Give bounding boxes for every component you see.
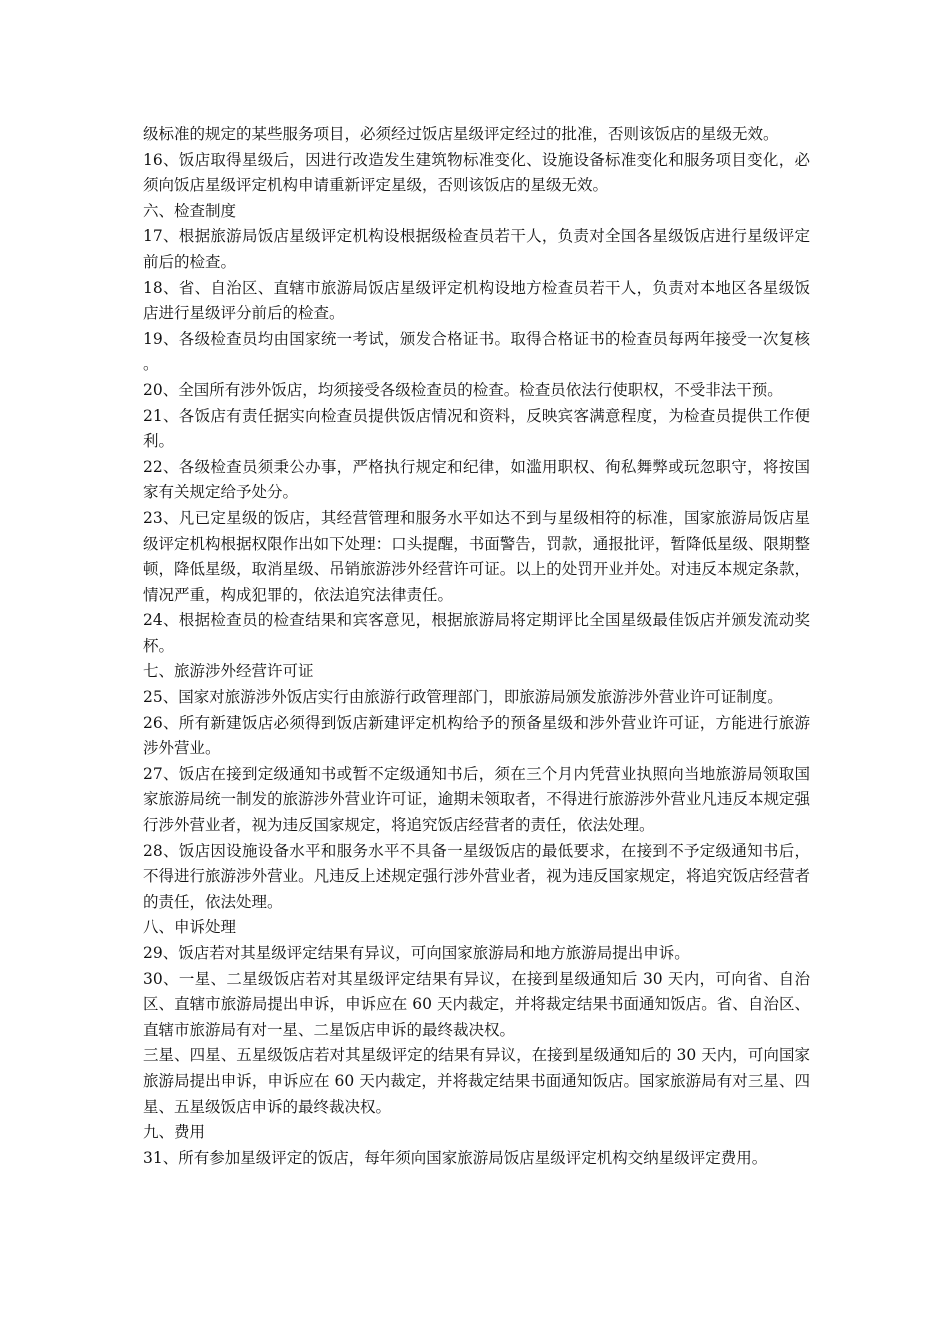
clause-17: 17、根据旅游局饭店星级评定机构设根据级检查员若干人，负责对全国各星级饭店进行星级评定前后的检查。 <box>143 227 810 271</box>
clause-30-continued: 三星、四星、五星级饭店若对其星级评定的结果有异议，在接到星级通知后的 30 天内，可向国家旅游局提出申诉，申诉应在 60 天内裁定，并将裁定结果书面通知饭店。国家旅游局有对三星、四星、五星级饭店申诉的最终裁决权。 <box>143 1046 810 1116</box>
clause-31: 31、所有参加星级评定的饭店，每年须向国家旅游局饭店星级评定机构交纳星级评定费用。 <box>143 1148 768 1167</box>
clause-23: 23、凡已定星级的饭店，其经营管理和服务水平如达不到与星级相符的标准，国家旅游局饭店星级评定机构根据权限作出如下处理：口头提醒，书面警告，罚款，通报批评，暂降低星级、限期整顿，降低星级，取消星级、吊销旅游涉外经营许可证。以上的处罚开业并处。对违反本规定条款，情况严重，构成犯罪的，依法追究法律责任。 <box>143 508 810 604</box>
section-heading-inspection: 六、检查制度 <box>143 201 237 220</box>
clause-20: 20、全国所有涉外饭店，均须接受各级检查员的检查。检查员依法行使职权，不受非法干预。 <box>143 380 783 399</box>
paragraph-continuation: 级标准的规定的某些服务项目，必须经过饭店星级评定经过的批准，否则该饭店的星级无效。 <box>143 125 779 143</box>
clause-16: 16、饭店取得星级后，因进行改造发生建筑物标准变化、设施设备标准变化和服务项目变化，必须向饭店星级评定机构申请重新评定星级，否则该饭店的星级无效。 <box>143 150 810 195</box>
section-heading-license: 七、旅游涉外经营许可证 <box>143 662 314 681</box>
clause-30: 30、一星、二星级饭店若对其星级评定结果有异议，在接到星级通知后 30 天内，可向省、自治区、直辖市旅游局提出申诉，申诉应在 60 天内裁定，并将裁定结果书面通知饭店。省、自治区、直辖市旅游局有对一星、二星饭店申诉的最终裁决权。 <box>143 969 810 1039</box>
clause-24: 24、根据检查员的检查结果和宾客意见，根据旅游局将定期评比全国星级最佳饭店并颁发流动奖杯。 <box>143 611 810 655</box>
clause-26: 26、所有新建饭店必须得到饭店新建评定机构给予的预备星级和涉外营业许可证，方能进行旅游涉外营业。 <box>143 713 810 758</box>
clause-27: 27、饭店在接到定级通知书或暂不定级通知书后，须在三个月内凭营业执照向当地旅游局领取国家旅游局统一制发的旅游涉外营业许可证，逾期未领取者，不得进行旅游涉外营业凡违反本规定强行涉外营业者，视为违反国家规定，将追究饭店经营者的责任，依法处理。 <box>143 764 810 835</box>
clause-25: 25、国家对旅游涉外饭店实行由旅游行政管理部门，即旅游局颁发旅游涉外营业许可证制度。 <box>143 688 783 707</box>
clause-18: 18、省、自治区、直辖市旅游局饭店星级评定机构设地方检查员若干人，负责对本地区各星级饭店进行星级评分前后的检查。 <box>143 278 810 323</box>
clause-28: 28、饭店因设施设备水平和服务水平不具备一星级饭店的最低要求，在接到不予定级通知书后，不得进行旅游涉外营业。凡违反上述规定强行涉外营业者，视为违反国家规定，将追究饭店经营者的责任，依法处理。 <box>143 841 810 911</box>
clause-22: 22、各级检查员须秉公办事，严格执行规定和纪律，如滥用职权、徇私舞弊或玩忽职守，将按国家有关规定给予处分。 <box>143 457 810 502</box>
document-body <box>143 122 810 1171</box>
section-heading-fees: 九、费用 <box>143 1123 206 1142</box>
clause-29: 29、饭店若对其星级评定结果有异议，可向国家旅游局和地方旅游局提出申诉。 <box>143 944 690 962</box>
clause-21: 21、各饭店有责任据实向检查员提供饭店情况和资料，反映宾客满意程度，为检查员提供工作便利。 <box>143 406 810 451</box>
clause-19: 19、各级检查员均由国家统一考试，颁发合格证书。取得合格证书的检查员每两年接受一次复核。 <box>143 329 810 374</box>
section-heading-appeal: 八、申诉处理 <box>143 918 237 937</box>
